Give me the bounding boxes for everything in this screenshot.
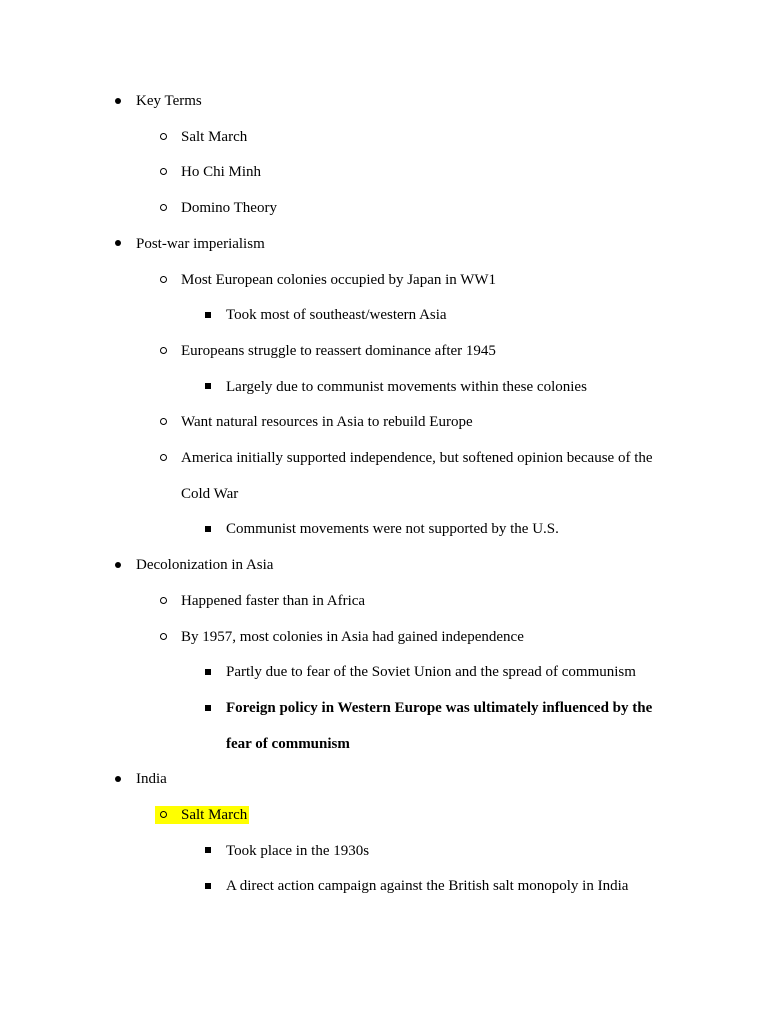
disc-bullet-icon: [110, 227, 126, 263]
square-bullet-icon: [200, 834, 216, 870]
circle-bullet-icon: [155, 155, 171, 191]
square-bullet-icon: [200, 655, 216, 691]
list-item: [0, 227, 768, 263]
list-item: [0, 512, 768, 548]
list-item-text: Want natural resources in Asia to rebuild Europe: [181, 414, 473, 431]
list-item-text: Largely due to communist movements within these colonies: [226, 378, 587, 395]
disc-bullet-icon: [110, 84, 126, 120]
list-item-text: Partly due to fear of the Soviet Union and the spread of communism: [226, 664, 636, 681]
list-item: [0, 84, 768, 120]
list-item: [0, 120, 768, 156]
disc-bullet-icon: [110, 548, 126, 584]
list-item-highlighted: [0, 798, 768, 834]
circle-bullet-icon: [155, 263, 171, 299]
list-item-text: Happened faster than in Africa: [181, 592, 366, 609]
list-item-text: Salt March: [181, 807, 248, 824]
list-item: [0, 298, 768, 334]
square-bullet-icon: [200, 298, 216, 334]
list-item: [0, 691, 768, 762]
list-item-text: Domino Theory: [181, 200, 277, 217]
list-item-text: Ho Chi Minh: [181, 164, 262, 181]
list-item: [0, 548, 768, 584]
list-item-text: Communist movements were not supported by the U.S.: [226, 521, 559, 538]
square-bullet-icon: [200, 512, 216, 548]
circle-bullet-icon: [155, 620, 171, 656]
list-item: [0, 334, 768, 370]
list-item-text: Salt March: [181, 128, 248, 145]
list-item-text: By 1957, most colonies in Asia had gained independence: [181, 628, 524, 645]
square-bullet-icon: [200, 370, 216, 406]
list-item-text: Took most of southeast/western Asia: [226, 307, 447, 324]
list-item: [0, 762, 768, 798]
square-bullet-icon: [200, 869, 216, 905]
circle-bullet-icon: [155, 405, 171, 441]
document-page: [0, 84, 768, 905]
list-item-text: Post-war imperialism: [136, 235, 265, 252]
list-item: [0, 620, 768, 656]
list-item-text: America initially supported independence, but softened opinion because of the Cold War: [181, 450, 653, 502]
list-item-text: Europeans struggle to reassert dominance after 1945: [181, 342, 496, 359]
list-item-text: India: [136, 771, 167, 788]
circle-bullet-icon: [155, 120, 171, 156]
circle-bullet-icon: [155, 798, 171, 834]
list-item: [0, 263, 768, 299]
list-item: [0, 441, 768, 512]
circle-bullet-icon: [155, 441, 171, 477]
list-item: [0, 584, 768, 620]
list-item: [0, 191, 768, 227]
list-item-text: Took place in the 1930s: [226, 842, 370, 859]
disc-bullet-icon: [110, 762, 126, 798]
list-item: [0, 869, 768, 905]
circle-bullet-icon: [155, 334, 171, 370]
list-item: [0, 370, 768, 406]
list-item-text: A direct action campaign against the British salt monopoly in India: [226, 878, 629, 895]
list-item-text-bold: Foreign policy in Western Europe was ultimately influenced by the fear of communism: [226, 699, 653, 752]
list-item-text: Most European colonies occupied by Japan in WW1: [181, 271, 497, 288]
circle-bullet-icon: [155, 584, 171, 620]
list-item: [0, 405, 768, 441]
list-item: [0, 655, 768, 691]
list-item: [0, 155, 768, 191]
list-item: [0, 834, 768, 870]
circle-bullet-icon: [155, 191, 171, 227]
square-bullet-icon: [200, 691, 216, 727]
list-item-text: Key Terms: [136, 93, 202, 109]
list-item-text: Decolonization in Asia: [136, 557, 274, 574]
